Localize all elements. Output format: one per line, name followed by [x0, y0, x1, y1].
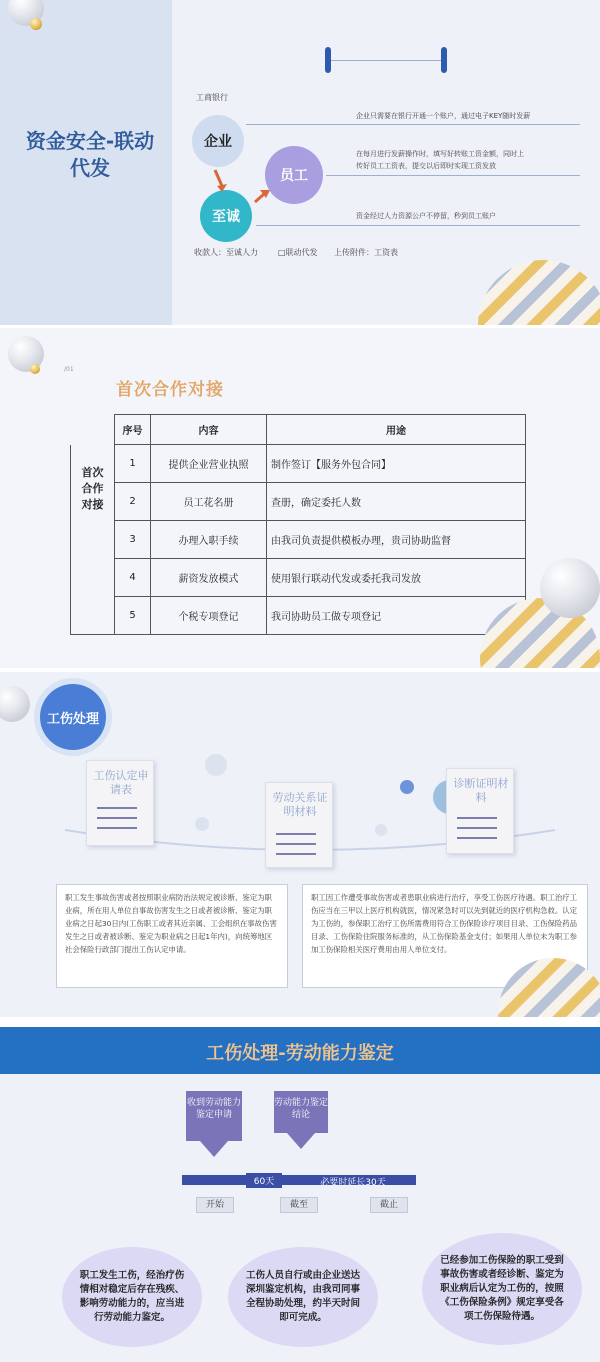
doc-title: 工伤认定申请表	[93, 769, 149, 796]
label-60-days: 60天	[246, 1173, 282, 1188]
note-3: 资金经过人力资源公户不停留，秒到员工账户	[356, 212, 496, 220]
box-conclusion: 劳动能力鉴定结论	[274, 1091, 328, 1133]
circle-zhicheng: 至诚	[200, 190, 252, 242]
slide-title: 资金安全-联动代发	[25, 129, 155, 180]
cell-content: 个税专项登记	[151, 597, 267, 635]
bar-line	[331, 60, 441, 61]
stop-start: 开始	[196, 1197, 234, 1213]
flow-arrows	[200, 160, 280, 220]
slide-first-cooperation	[0, 328, 600, 668]
note-2b: 传好员工工资表，提交以后即时实现工资发放	[356, 162, 496, 170]
bar-end-right	[441, 47, 447, 73]
bubble	[195, 817, 209, 831]
doc-line	[276, 843, 316, 845]
empty-corner	[71, 415, 115, 445]
doc-diagnosis	[446, 768, 514, 854]
gold-sphere	[30, 18, 42, 30]
gold-sphere	[30, 364, 40, 374]
injury-text-left: 职工发生事故伤害或者按照职业病防治法规定被诊断、鉴定为职业病，所在用人单位自事故伤害发生之日或者被诊断、鉴定为职业病之日起30日内(工伤职工或者其近亲属、工会组织在事故伤害发生之日或者被诊断、鉴定为职业病之日起1年内)，向统筹地区社会保险行政部门提出工伤认定申请。	[56, 884, 288, 988]
note-2a: 在每月进行发薪操作时，填写好转账工资金额，同时上	[356, 150, 524, 158]
col-use: 用途	[267, 415, 526, 445]
bubble	[205, 754, 227, 776]
badge-injury: 工伤处理	[40, 684, 106, 750]
doc-line	[97, 817, 137, 819]
line-2	[326, 175, 580, 176]
cell-no: 2	[115, 483, 151, 521]
info-blob-1: 职工发生工伤，经治疗伤情相对稳定后存在残疾、影响劳动能力的，应当进行劳动能力鉴定。	[62, 1247, 202, 1347]
bubble	[375, 824, 387, 836]
doc-injury-form	[86, 760, 154, 846]
stop-end: 截止	[370, 1197, 408, 1213]
doc-labor-proof	[265, 782, 333, 868]
table-row	[71, 559, 526, 597]
cell-use: 我司协助员工做专项登记	[267, 597, 526, 635]
line-3	[256, 225, 580, 226]
footer-mode: □联动代发	[278, 248, 318, 257]
slide-title: 工伤处理-劳动能力鉴定	[206, 1043, 394, 1064]
silver-sphere	[0, 686, 30, 722]
section-subtitle: 首次合作对接	[116, 380, 224, 400]
box-application: 收到劳动能力鉴定申请	[186, 1091, 242, 1141]
circle-employee: 员工	[265, 146, 323, 204]
doc-line	[97, 827, 137, 829]
cell-use: 由我司负责提供模板办理，贵司协助监督	[267, 521, 526, 559]
doc-line	[276, 833, 316, 835]
cell-content: 办理入职手续	[151, 521, 267, 559]
doc-line	[97, 807, 137, 809]
doc-line	[276, 853, 316, 855]
row-header	[71, 445, 115, 635]
slide-labor-ability	[0, 1027, 600, 1362]
cell-use: 使用银行联动代发或委托我司发放	[267, 559, 526, 597]
col-no: 序号	[115, 415, 151, 445]
cell-content: 员工花名册	[151, 483, 267, 521]
doc-line	[457, 837, 497, 839]
cell-use: 制作签订【服务外包合同】	[267, 445, 526, 483]
cell-use: 查册，确定委托人数	[267, 483, 526, 521]
bank-label: 工商银行	[196, 93, 228, 102]
doc-line	[457, 827, 497, 829]
table-row	[71, 521, 526, 559]
footer-receiver: 收款人：至诚人力	[194, 248, 258, 257]
slide-injury-handling	[0, 672, 600, 1017]
footer-attach: 上传附件：工资表	[334, 248, 398, 257]
doc-title: 劳动关系证明材料	[272, 791, 328, 818]
info-blob-2: 工伤人员自行或由企业送达深圳鉴定机构，由我司同事全程协助处理，约半天时间即可完成。	[228, 1247, 378, 1347]
injury-text-right: 职工因工作遭受事故伤害或者患职业病进行治疗，享受工伤医疗待遇。职工治疗工伤应当在三甲以上医疗机构就医，情况紧急时可以先到就近的医疗机构急救。认定为工伤的，参保职工治疗工伤所需费用符合工伤保险诊疗项目目录、工伤保险药品目录、工伤保险住院服务标准的，从工伤保险基金支付；如果用人单位未为职工参加工伤保险相关医疗费用由用人单位支付。	[302, 884, 588, 988]
table-row	[71, 445, 526, 483]
slide-fund-safety	[0, 0, 600, 325]
label-extend-30: 必要时延长30天	[320, 1178, 386, 1188]
circle-enterprise: 企业	[192, 115, 244, 167]
cell-content: 提供企业营业执照	[151, 445, 267, 483]
cell-no: 1	[115, 445, 151, 483]
doc-title: 诊断证明材料	[453, 777, 509, 804]
cell-content: 薪资发放模式	[151, 559, 267, 597]
table-row	[71, 483, 526, 521]
col-content: 内容	[151, 415, 267, 445]
doc-line	[457, 817, 497, 819]
info-blob-3: 已经参加工伤保险的职工受到事故伤害或者经诊断、鉴定为职业病后认定为工伤的，按照《工伤保险条例》规定享受各项工伤保险待遇。	[422, 1233, 582, 1345]
arrow-down-icon	[287, 1133, 315, 1149]
page-mark: /01	[64, 366, 74, 373]
silver-sphere-right	[540, 558, 600, 618]
bubble-blue	[400, 780, 414, 794]
line-1	[246, 124, 580, 125]
cell-no: 5	[115, 597, 151, 635]
striped-sphere	[478, 260, 600, 325]
cell-no: 3	[115, 521, 151, 559]
cell-no: 4	[115, 559, 151, 597]
stop-until: 截至	[280, 1197, 318, 1213]
row-header-text: 首次 合作 对接	[81, 465, 104, 511]
note-1: 企业只需要在银行开通一个账户，通过电子KEY随时发薪	[356, 112, 531, 120]
arrow-down-icon	[200, 1141, 228, 1157]
table-header-row	[71, 415, 526, 445]
cooperation-table	[70, 414, 526, 635]
table-row	[71, 597, 526, 635]
arrow-head-icon	[217, 184, 227, 192]
